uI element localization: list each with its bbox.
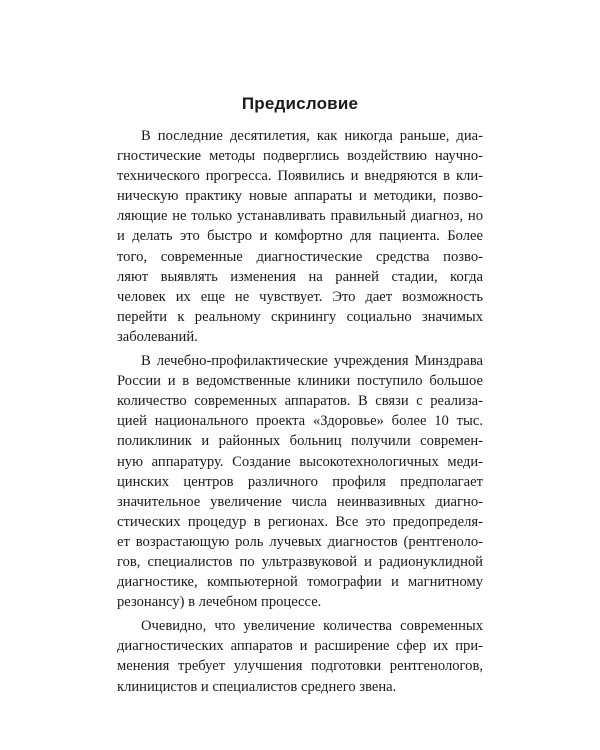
text-line: ет возрастающую роль лучевых диагностов (рентгеноло- [117, 533, 483, 550]
text-line: В последние десятилетия, как никогда раньше, диа- [141, 128, 483, 144]
text-line: значительное увеличение числа неинвазивных диагно- [117, 493, 483, 510]
text-line: гов, специалистов по ультразвуковой и радионуклидной [117, 553, 483, 570]
text-line: цией национального проекта «Здоровье» более 10 тыс. [117, 413, 483, 430]
text-line: цинских центров различного профиля предполагает [117, 473, 483, 490]
text-line: Очевидно, что увеличение количества современных [141, 618, 483, 635]
text-line: того, современные диагностические средства позво- [117, 248, 483, 265]
text-line: заболеваний. [117, 328, 198, 345]
paragraph-1 [117, 126, 483, 347]
text-line: технического прогресса. Появились и внедряются в кли- [117, 168, 483, 185]
text-line: менения требует улучшения подготовки рентгенологов, [117, 658, 483, 675]
text-line: В лечебно-профилактические учреждения Минздрава [141, 353, 483, 370]
text-line: ляют выявлять изменения на ранней стадии, когда [117, 268, 483, 285]
body-text [117, 126, 483, 701]
text-line: перейти к реальному скринингу социально значимых [117, 308, 483, 325]
text-line: ную аппаратуру. Создание высокотехнологичных меди- [117, 453, 483, 470]
text-line: человек их еще не чувствует. Это дает возможность [117, 288, 483, 305]
text-line: количество современных аппаратов. В связи с реализа- [117, 393, 483, 410]
text-line: резонансу) в лечебном процессе. [117, 594, 322, 611]
text-line: гностические методы подверглись воздействию научно- [117, 148, 483, 165]
text-line: стических процедур в регионах. Все это предопределя- [117, 513, 483, 530]
paragraph-3 [117, 616, 483, 696]
text-line: клиницистов и специалистов среднего звена. [117, 678, 397, 695]
text-line: диагностических аппаратов и расширение сфер их при- [117, 638, 483, 655]
text-line: ническую практику новые аппараты и методики, позво- [117, 188, 483, 205]
text-line: поликлиник и районных больниц получили современ- [117, 433, 483, 450]
text-line: и делать это быстро и комфортно для пациента. Более [117, 228, 483, 245]
text-line: диагностике, компьютерной томографии и магнитному [117, 574, 483, 591]
text-line: ляющие не только устанавливать правильный диагноз, но [117, 208, 483, 225]
page-title: Предисловие [241, 94, 359, 113]
text-line: России и в ведомственные клиники поступило большое [117, 373, 483, 390]
paragraph-2 [117, 351, 483, 612]
